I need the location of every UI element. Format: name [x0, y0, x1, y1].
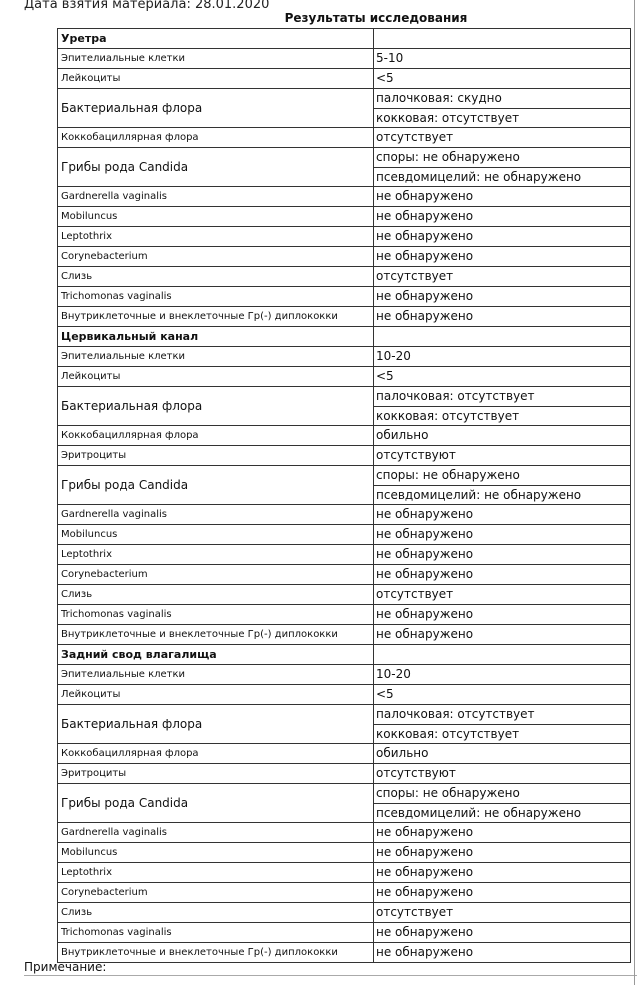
row-values	[374, 69, 630, 88]
row-value: палочковая: отсутствует	[376, 707, 535, 721]
row-label: Лейкоциты	[58, 685, 374, 704]
row-values	[374, 89, 630, 127]
section-header	[57, 28, 631, 48]
row-value: <5	[376, 71, 394, 85]
row-label: Corynebacterium	[58, 565, 374, 584]
section-title: Задний свод влагалища	[58, 645, 374, 664]
results-table	[57, 28, 631, 963]
row-label: Эритроциты	[58, 764, 374, 783]
table-row	[57, 504, 631, 524]
section-header	[57, 644, 631, 664]
table-row	[57, 226, 631, 246]
row-value: не обнаружено	[376, 547, 474, 561]
table-row	[57, 524, 631, 544]
table-row	[57, 465, 631, 504]
table-row	[57, 206, 631, 226]
row-values	[374, 267, 630, 286]
table-row	[57, 604, 631, 624]
row-label: Trichomonas vaginalis	[58, 923, 374, 942]
row-label: Leptothrix	[58, 227, 374, 246]
row-value: не обнаружено	[376, 527, 474, 541]
row-value: <5	[376, 687, 394, 701]
table-row	[57, 624, 631, 644]
row-label: Коккобациллярная флора	[58, 744, 374, 763]
row-label: Слизь	[58, 267, 374, 286]
row-label: Mobiluncus	[58, 525, 374, 544]
row-values	[374, 605, 630, 624]
row-label: Грибы рода Candida	[58, 148, 374, 186]
row-values	[374, 446, 630, 465]
row-value: споры: не обнаружено	[376, 786, 520, 800]
note-label: Примечание:	[24, 960, 107, 974]
row-value: отсутствует	[376, 905, 454, 919]
section-title: Цервикальный канал	[58, 327, 374, 346]
row-values	[374, 148, 630, 186]
row-label: Mobiluncus	[58, 207, 374, 226]
row-value: не обнаружено	[376, 825, 474, 839]
section-title: Уретра	[58, 29, 374, 48]
row-value: не обнаружено	[376, 925, 474, 939]
section-header-empty-cell	[374, 327, 630, 346]
row-value: не обнаружено	[376, 607, 474, 621]
row-value: не обнаружено	[376, 627, 474, 641]
table-row	[57, 366, 631, 386]
row-value: кокковая: отсутствует	[374, 724, 630, 743]
row-values	[374, 843, 630, 862]
row-value: псевдомицелий: не обнаружено	[374, 167, 630, 186]
table-row	[57, 127, 631, 147]
row-values	[374, 923, 630, 942]
table-row	[57, 584, 631, 604]
table-row	[57, 922, 631, 942]
row-values	[374, 545, 630, 564]
row-values	[374, 585, 630, 604]
row-values	[374, 367, 630, 386]
page-edge	[634, 0, 635, 985]
table-row	[57, 425, 631, 445]
table-row	[57, 286, 631, 306]
row-value: 10-20	[376, 349, 411, 363]
row-values	[374, 685, 630, 704]
table-row	[57, 882, 631, 902]
row-values	[374, 565, 630, 584]
row-values	[374, 943, 630, 962]
row-label: Бактериальная флора	[58, 387, 374, 425]
row-label: Внутриклеточные и внеклеточные Гр(-) диплококки	[58, 625, 374, 644]
row-value: не обнаружено	[376, 567, 474, 581]
row-label: Лейкоциты	[58, 367, 374, 386]
row-values	[374, 665, 630, 684]
row-values	[374, 207, 630, 226]
table-row	[57, 942, 631, 963]
row-value: кокковая: отсутствует	[374, 108, 630, 127]
page-title: Результаты исследования	[284, 11, 468, 25]
table-row	[57, 266, 631, 286]
row-values	[374, 903, 630, 922]
section	[57, 326, 631, 644]
row-value: 10-20	[376, 667, 411, 681]
row-value: отсутствуют	[376, 448, 456, 462]
table-row	[57, 783, 631, 822]
table-row	[57, 68, 631, 88]
section-header-empty-cell	[374, 645, 630, 664]
row-values	[374, 466, 630, 504]
row-value: отсутствует	[376, 269, 454, 283]
row-values	[374, 347, 630, 366]
row-value: не обнаружено	[376, 229, 474, 243]
row-values	[374, 863, 630, 882]
table-row	[57, 386, 631, 425]
row-values	[374, 307, 630, 326]
row-value: <5	[376, 369, 394, 383]
table-row	[57, 544, 631, 564]
row-label: Эпителиальные клетки	[58, 665, 374, 684]
row-label: Leptothrix	[58, 545, 374, 564]
divider	[24, 975, 637, 976]
row-label: Внутриклеточные и внеклеточные Гр(-) диплококки	[58, 943, 374, 962]
row-label: Слизь	[58, 585, 374, 604]
section	[57, 28, 631, 326]
row-value: обильно	[376, 746, 429, 760]
row-value: не обнаружено	[376, 945, 474, 959]
row-label: Грибы рода Candida	[58, 784, 374, 822]
table-row	[57, 306, 631, 326]
row-values	[374, 227, 630, 246]
row-value: псевдомицелий: не обнаружено	[374, 485, 630, 504]
row-value: отсутствуют	[376, 766, 456, 780]
row-values	[374, 187, 630, 206]
row-value: 5-10	[376, 51, 404, 65]
row-label: Эпителиальные клетки	[58, 49, 374, 68]
row-value: отсутствует	[376, 130, 454, 144]
row-values	[374, 505, 630, 524]
row-value: не обнаружено	[376, 865, 474, 879]
row-value: не обнаружено	[376, 209, 474, 223]
table-row	[57, 902, 631, 922]
table-row	[57, 842, 631, 862]
section-header	[57, 326, 631, 346]
table-row	[57, 445, 631, 465]
row-value: не обнаружено	[376, 885, 474, 899]
table-row	[57, 48, 631, 68]
row-label: Эпителиальные клетки	[58, 347, 374, 366]
row-value: обильно	[376, 428, 429, 442]
row-label: Gardnerella vaginalis	[58, 187, 374, 206]
row-values	[374, 525, 630, 544]
row-label: Mobiluncus	[58, 843, 374, 862]
row-values	[374, 764, 630, 783]
row-label: Коккобациллярная флора	[58, 128, 374, 147]
row-label: Бактериальная флора	[58, 705, 374, 743]
row-label: Слизь	[58, 903, 374, 922]
row-value: не обнаружено	[376, 189, 474, 203]
table-row	[57, 664, 631, 684]
row-values	[374, 705, 630, 743]
row-value: не обнаружено	[376, 249, 474, 263]
row-label: Коккобациллярная флора	[58, 426, 374, 445]
row-values	[374, 625, 630, 644]
row-value: отсутствует	[376, 587, 454, 601]
row-label: Trichomonas vaginalis	[58, 287, 374, 306]
row-values	[374, 883, 630, 902]
row-label: Внутриклеточные и внеклеточные Гр(-) диплококки	[58, 307, 374, 326]
row-label: Corynebacterium	[58, 883, 374, 902]
section-header-empty-cell	[374, 29, 630, 48]
row-values	[374, 128, 630, 147]
row-value: споры: не обнаружено	[376, 150, 520, 164]
table-row	[57, 704, 631, 743]
table-row	[57, 743, 631, 763]
row-value: палочковая: скудно	[376, 91, 502, 105]
collection-date: Дата взятия материала: 28.01.2020	[24, 0, 270, 12]
table-row	[57, 346, 631, 366]
table-row	[57, 822, 631, 842]
table-row	[57, 763, 631, 783]
row-values	[374, 426, 630, 445]
row-value: споры: не обнаружено	[376, 468, 520, 482]
table-row	[57, 88, 631, 127]
row-value: не обнаружено	[376, 309, 474, 323]
row-value: не обнаружено	[376, 289, 474, 303]
row-value: кокковая: отсутствует	[374, 406, 630, 425]
row-value: палочковая: отсутствует	[376, 389, 535, 403]
table-row	[57, 147, 631, 186]
row-values	[374, 784, 630, 822]
row-value: не обнаружено	[376, 845, 474, 859]
table-row	[57, 862, 631, 882]
row-values	[374, 247, 630, 266]
section	[57, 644, 631, 963]
row-value: не обнаружено	[376, 507, 474, 521]
row-label: Trichomonas vaginalis	[58, 605, 374, 624]
row-label: Gardnerella vaginalis	[58, 505, 374, 524]
table-row	[57, 186, 631, 206]
row-label: Бактериальная флора	[58, 89, 374, 127]
row-values	[374, 744, 630, 763]
table-row	[57, 246, 631, 266]
row-label: Corynebacterium	[58, 247, 374, 266]
row-values	[374, 387, 630, 425]
row-label: Грибы рода Candida	[58, 466, 374, 504]
row-value: псевдомицелий: не обнаружено	[374, 803, 630, 822]
table-row	[57, 684, 631, 704]
row-label: Эритроциты	[58, 446, 374, 465]
row-values	[374, 823, 630, 842]
row-label: Gardnerella vaginalis	[58, 823, 374, 842]
row-values	[374, 287, 630, 306]
row-label: Leptothrix	[58, 863, 374, 882]
table-row	[57, 564, 631, 584]
row-label: Лейкоциты	[58, 69, 374, 88]
row-values	[374, 49, 630, 68]
